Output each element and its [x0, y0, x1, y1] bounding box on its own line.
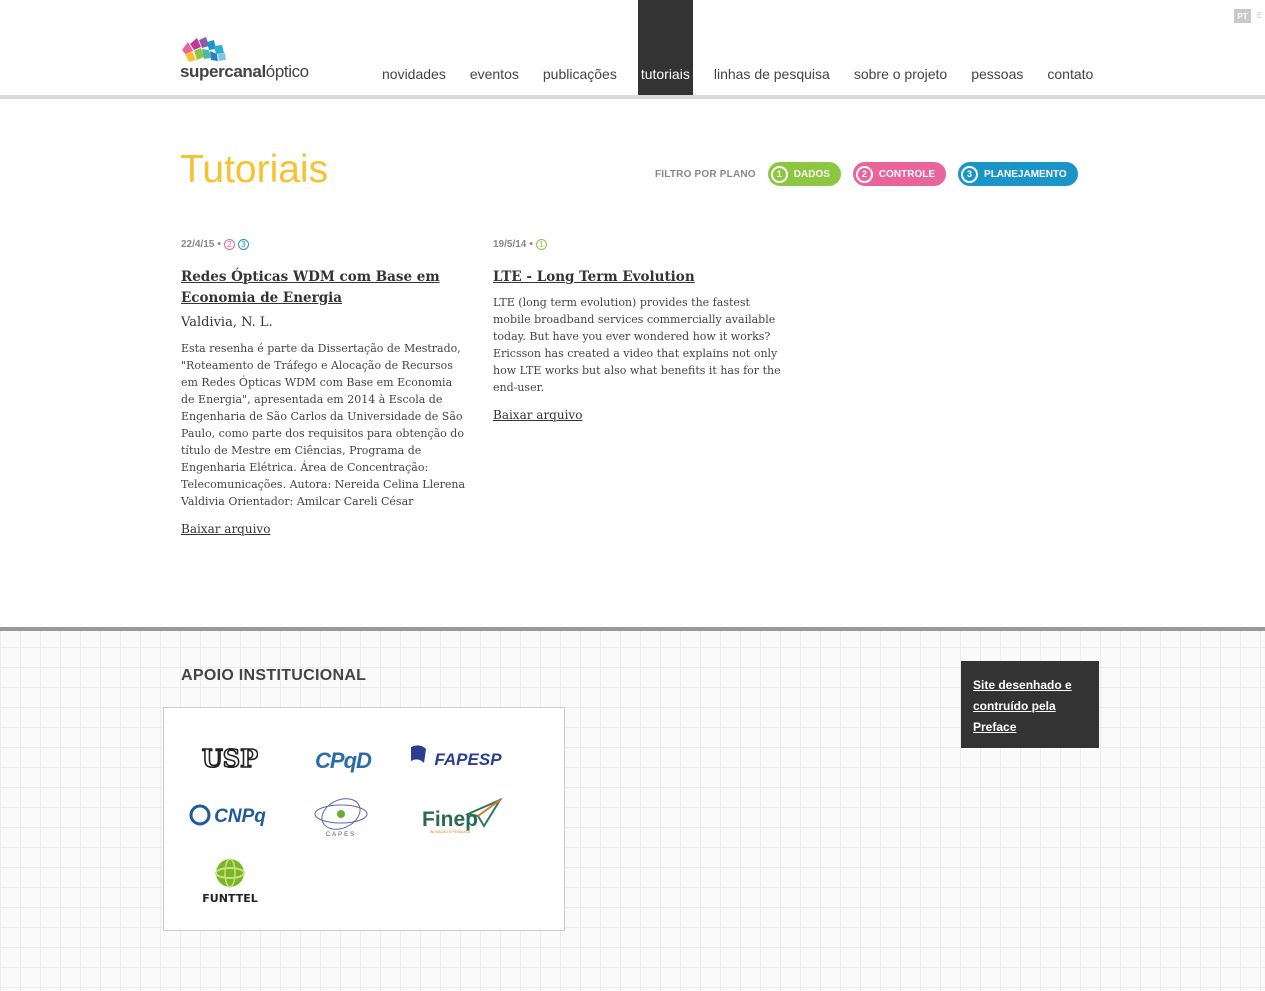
usp-logo[interactable]	[200, 744, 260, 774]
page-title: Tutoriais	[180, 148, 329, 191]
plan-badge-controle: 2	[224, 239, 235, 250]
svg-text:FAPESP: FAPESP	[434, 750, 502, 769]
filter-controle-button[interactable]	[853, 162, 946, 186]
site-header	[0, 0, 1265, 99]
download-file-link[interactable]: Baixar arquivo	[181, 522, 271, 536]
language-switcher	[1234, 9, 1262, 23]
svg-text:INOVAÇÃO E PESQUISA: INOVAÇÃO E PESQUISA	[429, 830, 471, 834]
filter-controle-label: CONTROLE	[878, 168, 936, 180]
svg-text:CAPES: CAPES	[325, 832, 357, 838]
lang-pt-button[interactable]: PT	[1234, 9, 1251, 23]
finep-logo-icon	[418, 796, 504, 836]
fapesp-logo[interactable]	[408, 742, 508, 772]
institutional-support-heading: APOIO INSTITUCIONAL	[181, 667, 367, 684]
site-logo[interactable]	[180, 36, 320, 84]
designer-credit-link[interactable]: Site desenhado e contruído pela Preface	[961, 661, 1099, 748]
cpqd-logo[interactable]	[312, 744, 374, 776]
post-meta	[181, 237, 469, 251]
sponsor-logos	[163, 707, 565, 931]
filter-planejamento-number: 3	[961, 166, 978, 183]
nav-item-sobre-o-projeto[interactable]: sobre o projeto	[853, 66, 948, 82]
post-meta-separator: •	[529, 238, 533, 250]
cpqd-logo-icon	[312, 745, 374, 775]
tutorial-post	[181, 237, 469, 537]
nav-item-tutoriais[interactable]: tutoriais	[638, 0, 693, 99]
plan-badge-planejamento: 3	[238, 239, 249, 250]
cnpq-logo[interactable]	[188, 800, 272, 830]
nav-item-linhas-de-pesquisa[interactable]: linhas de pesquisa	[713, 66, 830, 82]
footer-divider	[0, 627, 1265, 631]
tutorial-post	[493, 237, 781, 423]
nav-item-publicacoes[interactable]: publicações	[542, 66, 617, 82]
main-nav	[370, 0, 1105, 95]
filter-label: FILTRO POR PLANO	[655, 168, 756, 180]
download-file-link[interactable]: Baixar arquivo	[493, 408, 583, 422]
post-excerpt: LTE (long term evolution) provides the fastest mobile broadband services commercially available today. But have you ever wondered how it works? Ericsson has created a video that explains not only how LTE works but also what benefits it has for the end-user.	[493, 296, 781, 394]
nav-item-novidades[interactable]: novidades	[382, 66, 446, 82]
post-title-link[interactable]: Redes Ópticas WDM com Base em Economia de Energia	[181, 269, 440, 306]
filter-dados-number: 1	[771, 166, 788, 183]
filter-dados-button[interactable]	[768, 162, 841, 186]
finep-logo[interactable]	[418, 796, 504, 836]
plan-filter	[655, 162, 1090, 186]
funttel-logo-icon	[200, 856, 260, 906]
capes-logo-icon	[311, 796, 371, 838]
capes-logo[interactable]	[310, 796, 372, 838]
nav-item-contato[interactable]: contato	[1047, 66, 1094, 82]
nav-item-eventos[interactable]: eventos	[469, 66, 519, 82]
filter-dados-label: DADOS	[793, 168, 830, 180]
usp-logo-icon	[202, 745, 258, 773]
post-date: 22/4/15	[181, 238, 215, 250]
filter-planejamento-button[interactable]	[958, 162, 1078, 186]
header-divider	[0, 95, 1265, 99]
plan-badge-dados: 1	[536, 239, 547, 250]
svg-text:CNPq: CNPq	[214, 806, 266, 827]
cnpq-logo-icon	[188, 801, 272, 829]
svg-text:CPqD: CPqD	[315, 748, 371, 773]
nav-item-pessoas[interactable]: pessoas	[971, 66, 1024, 82]
filter-controle-number: 2	[856, 166, 873, 183]
fapesp-logo-icon	[408, 743, 508, 771]
post-meta	[493, 237, 781, 251]
post-author: Valdivia, N. L.	[181, 315, 273, 330]
filter-planejamento-label: PLANEJAMENTO	[984, 168, 1067, 180]
post-date: 19/5/14	[493, 238, 527, 250]
site-footer	[0, 627, 1265, 991]
svg-text:Finep: Finep	[422, 808, 478, 831]
svg-text:USP: USP	[202, 745, 258, 773]
logo-mark-icon	[180, 36, 228, 64]
post-title-link[interactable]: LTE - Long Term Evolution	[493, 269, 695, 285]
svg-text:FUNTTEL: FUNTTEL	[202, 892, 258, 905]
logo-text: supercanalóptico	[180, 62, 309, 81]
post-meta-separator: •	[217, 238, 221, 250]
post-excerpt: Esta resenha é parte da Dissertação de Mestrado, "Roteamento de Tráfego e Alocação de Recursos em Redes Ópticas WDM com Base em Economia de Energia", apresentada em 2014 à Escola de Engenharia de São Carlos da Universidade de São Paulo, como parte dos requisitos para obtenção do título de Mestre em Ciências, Programa de Engenharia Elétrica. Área de Concentração: Telecomunicações. Autora: Nereida Celina Llerena Valdivia Orientador: Amilcar Careli César	[181, 342, 466, 508]
lang-en-button[interactable]: E	[1257, 11, 1263, 20]
funttel-logo[interactable]	[200, 856, 260, 906]
